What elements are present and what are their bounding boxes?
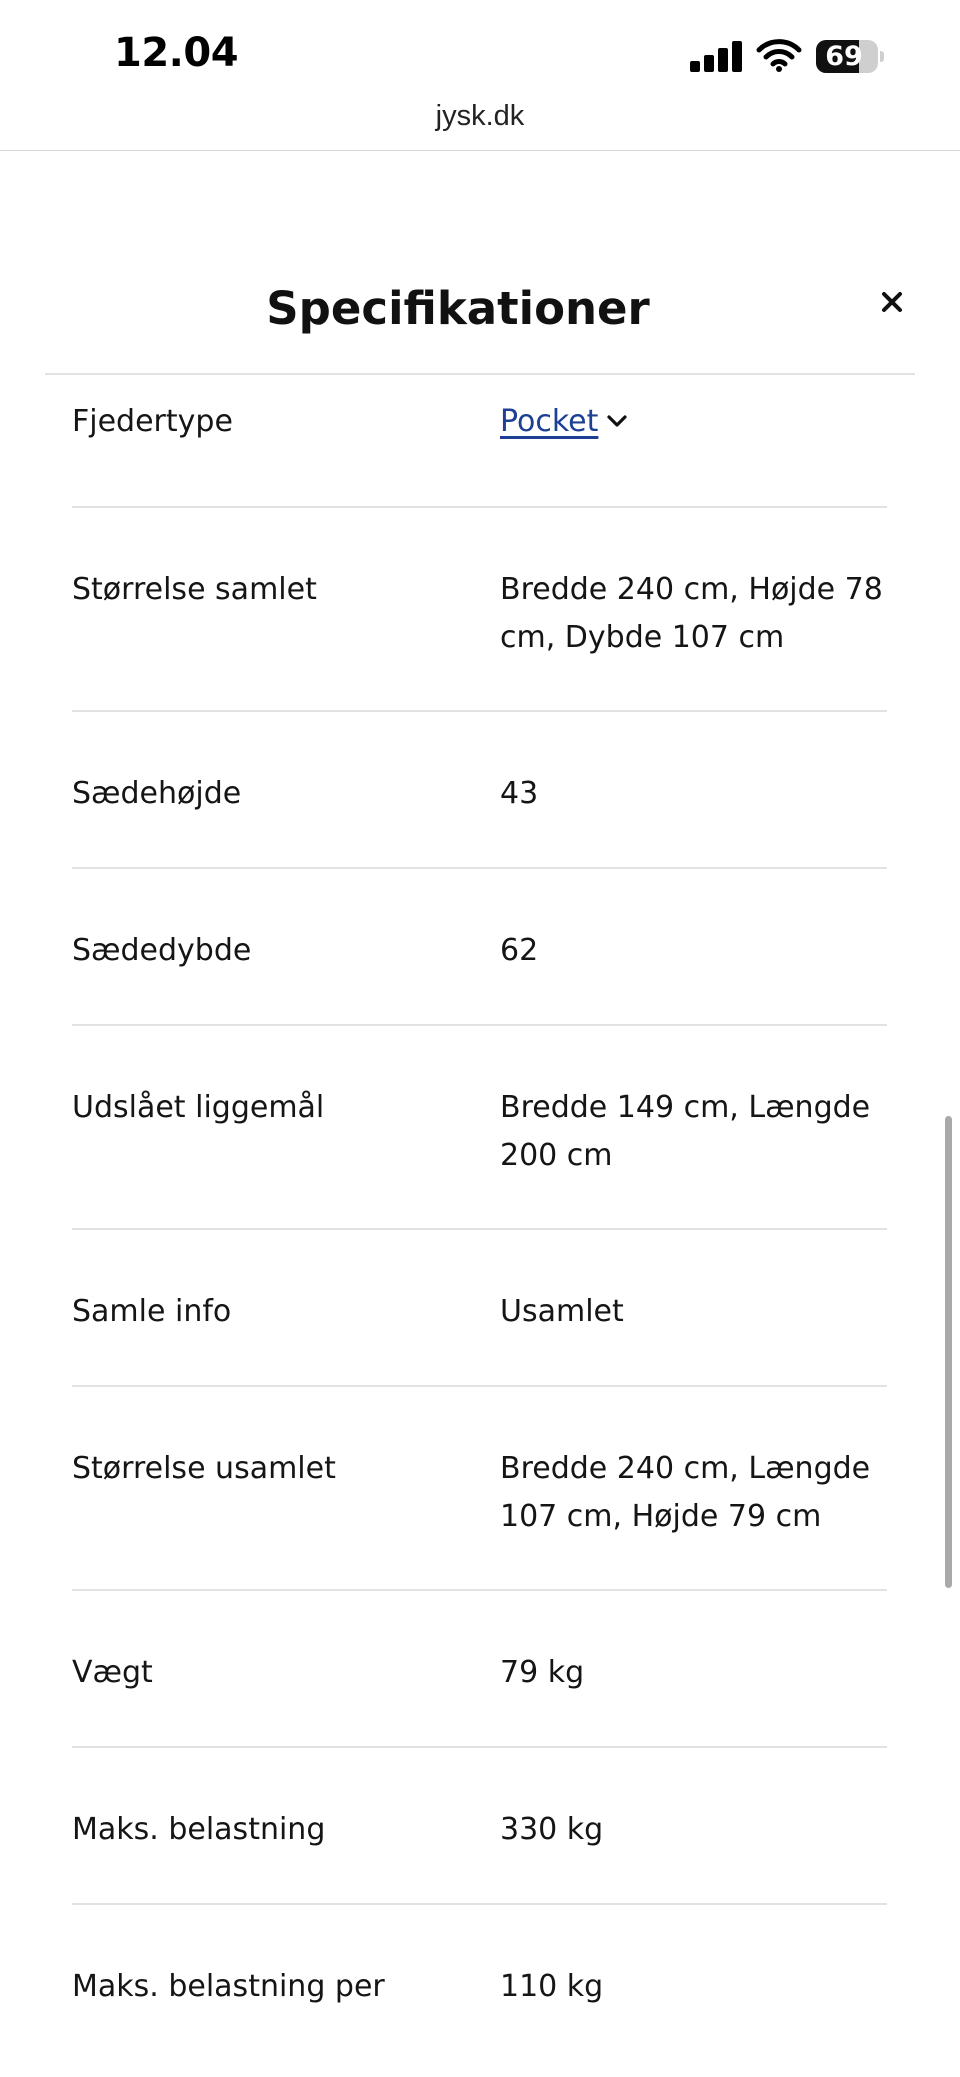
- spec-label: Samle info: [72, 1294, 232, 1329]
- spec-row: [72, 1387, 887, 1591]
- wifi-icon: [756, 38, 802, 72]
- status-bar: [0, 0, 960, 110]
- spec-label: Størrelse usamlet: [72, 1451, 336, 1486]
- spec-row: [72, 712, 887, 869]
- status-time: 12.04: [114, 30, 239, 76]
- spring-type-link[interactable]: Pocket: [500, 404, 599, 439]
- spec-value: Usamlet: [500, 1294, 624, 1329]
- chevron-down-icon[interactable]: [606, 413, 628, 429]
- spec-label: Størrelse samlet: [72, 572, 317, 607]
- spec-row: [72, 376, 887, 508]
- spec-value: Bredde 240 cm, Højde 78 cm, Dybde 107 cm: [500, 572, 883, 655]
- spec-label: Vægt: [72, 1655, 153, 1690]
- scrollbar[interactable]: [945, 1116, 952, 1588]
- browser-url[interactable]: jysk.dk: [435, 100, 525, 132]
- spec-table: [72, 376, 887, 2025]
- spec-row: [72, 1905, 887, 2025]
- spec-row: [72, 1026, 887, 1230]
- spec-value: 110 kg: [500, 1969, 604, 2004]
- spec-row: [72, 508, 887, 712]
- spec-row: [72, 869, 887, 1026]
- spec-value: Bredde 240 cm, Længde 107 cm, Højde 79 cm: [500, 1451, 871, 1534]
- spec-label: Sædedybde: [72, 933, 252, 968]
- spec-value: Bredde 149 cm, Længde 200 cm: [500, 1090, 871, 1173]
- spec-value: 330 kg: [500, 1812, 604, 1847]
- spec-label: Maks. belastning per: [72, 1969, 385, 2004]
- spec-value: 79 kg: [500, 1655, 585, 1690]
- battery-level: 69: [825, 41, 863, 72]
- spec-value: 62: [500, 933, 539, 968]
- battery-icon: [816, 40, 880, 73]
- spec-value: 43: [500, 776, 539, 811]
- close-button[interactable]: [874, 284, 910, 320]
- spec-row: [72, 1230, 887, 1387]
- spec-row: [72, 1748, 887, 1905]
- cellular-signal-icon: [690, 40, 742, 72]
- spec-row: [72, 1591, 887, 1748]
- spec-label: Sædehøjde: [72, 776, 242, 811]
- spec-value: [500, 398, 887, 506]
- modal-title: Specifikationer: [266, 282, 650, 335]
- close-icon: [874, 284, 910, 320]
- url-divider: [0, 150, 960, 151]
- spec-label: Fjedertype: [72, 404, 233, 439]
- title-divider: [45, 373, 915, 375]
- spec-label: Maks. belastning: [72, 1812, 326, 1847]
- spec-label: Udslået liggemål: [72, 1090, 325, 1125]
